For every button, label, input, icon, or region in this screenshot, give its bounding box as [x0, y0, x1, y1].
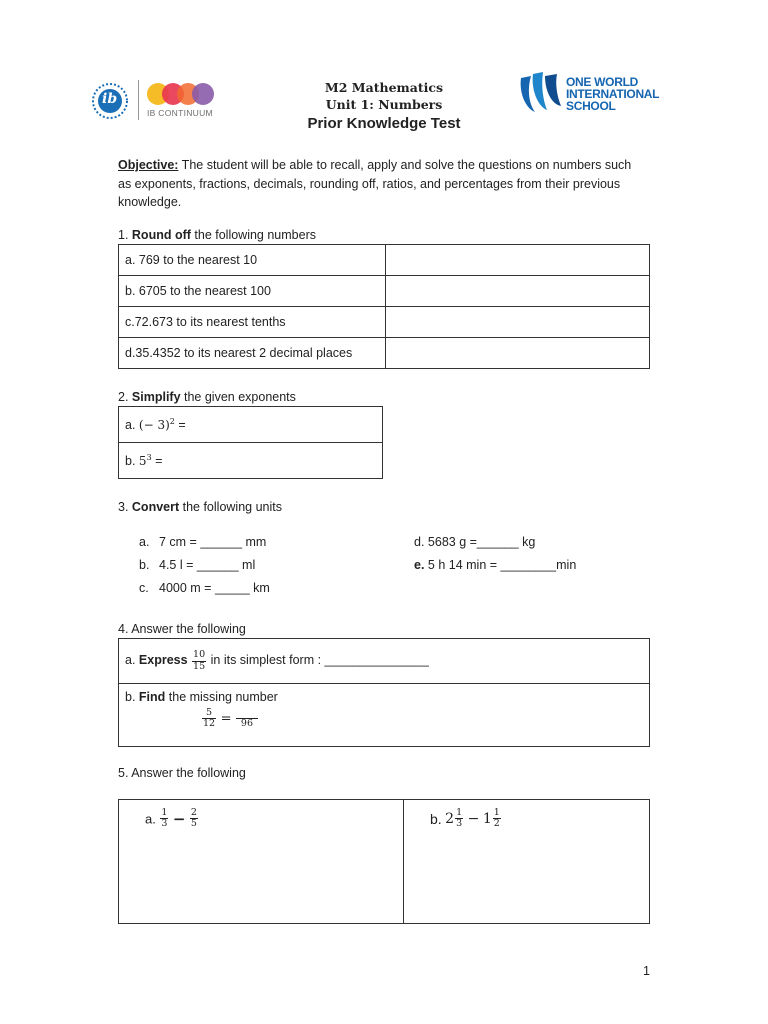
- ib-continuum-circles: [146, 80, 216, 108]
- q1-row-a: a. 769 to the nearest 10: [119, 245, 386, 276]
- q4-b-keyword: Find: [138, 690, 166, 704]
- q5-a-label: a.: [145, 811, 156, 827]
- q5-b-num-1: 1: [456, 807, 463, 818]
- q5-table: [118, 799, 650, 924]
- q5-a-den-1: 3: [161, 818, 168, 830]
- q2-b-exponent: 3: [146, 452, 152, 462]
- page-number: 1: [643, 964, 650, 978]
- q2-a-equals: =: [174, 418, 186, 433]
- q1-table: [118, 244, 650, 369]
- q2-row-b[interactable]: [119, 443, 383, 479]
- q1-row-b: b. 6705 to the nearest 100: [119, 276, 386, 307]
- ib-logo-letters: ib: [102, 91, 118, 107]
- q4-b-prefix: b.: [125, 690, 139, 704]
- q4-a-fraction: [192, 650, 206, 672]
- q4-a-keyword: Express: [138, 653, 188, 668]
- q2-a-exponent: 2: [169, 416, 175, 426]
- q5-cell-b[interactable]: [404, 800, 650, 924]
- q3-b-letter: b.: [139, 558, 150, 572]
- objective-paragraph: [118, 156, 638, 212]
- q3-item-d: [414, 535, 535, 549]
- q2-heading: [118, 390, 296, 404]
- q2-row-a[interactable]: [119, 407, 383, 443]
- q1-rest: the following numbers: [190, 228, 316, 242]
- q3-d-text: 5683 g =______ kg: [424, 535, 536, 549]
- q2-b-label: b.: [125, 454, 136, 469]
- q5-a-fraction-2: [190, 808, 198, 830]
- q4-b-equals: =: [220, 711, 232, 727]
- q2-number: 2.: [118, 390, 132, 404]
- q2-b-base: 5: [138, 454, 147, 469]
- q5-heading: 5. Answer the following: [118, 766, 246, 780]
- q2-a-label: a.: [125, 418, 136, 433]
- q1-number: 1.: [118, 228, 132, 242]
- q1-answer-b[interactable]: [386, 276, 650, 307]
- q4-table: [118, 638, 650, 747]
- q2-table: [118, 406, 383, 479]
- q5-a-num-1: 1: [161, 807, 168, 818]
- q5-b-fraction-2: [493, 808, 501, 830]
- q5-a-den-2: 5: [190, 818, 197, 830]
- q1-answer-c[interactable]: [386, 307, 650, 338]
- q4-b-fraction-right[interactable]: [236, 708, 258, 729]
- q2-a-base: (− 3): [138, 418, 170, 433]
- q5-b-den-1: 3: [456, 818, 463, 830]
- q1-row-c: c.72.673 to its nearest tenths: [119, 307, 386, 338]
- q5-b-fraction-1: [455, 808, 463, 830]
- q3-a-letter: a.: [139, 535, 150, 549]
- school-name-line-1: ONE WORLD: [566, 75, 638, 89]
- ib-logo: [92, 83, 128, 119]
- q3-item-b: [139, 558, 255, 572]
- q4-b-rest: the missing number: [165, 690, 278, 704]
- q1-answer-d[interactable]: [386, 338, 650, 369]
- q5-b-whole-2: 1: [482, 810, 492, 827]
- q1-keyword: Round off: [131, 228, 191, 242]
- q4-b-fraction-left: [202, 708, 216, 730]
- school-name-line-3: SCHOOL: [566, 99, 616, 113]
- q4-heading: 4. Answer the following: [118, 622, 246, 636]
- q5-b-whole-1: 2: [445, 810, 455, 827]
- q3-c-text: 4000 m = _____ km: [159, 581, 270, 595]
- q4-a-prefix: a.: [125, 653, 139, 668]
- q3-d-letter: d.: [414, 535, 425, 549]
- title-line-1: M2 Mathematics: [324, 80, 444, 95]
- q5-b-label: b.: [430, 810, 442, 827]
- q3-e-text: 5 h 14 min = ________min: [424, 558, 577, 572]
- q2-keyword: Simplify: [131, 390, 181, 404]
- q5-cell-a[interactable]: [119, 800, 404, 924]
- q4-row-a[interactable]: [119, 639, 650, 684]
- q2-rest: the given exponents: [180, 390, 296, 404]
- q4-b-denominator: 12: [203, 718, 216, 730]
- q5-b-den-2: 2: [493, 818, 500, 830]
- q4-b-denominator-right: 96: [240, 718, 254, 730]
- q3-item-a: [139, 535, 266, 549]
- q4-b-numerator: 5: [202, 708, 216, 719]
- q5-a-operator: −: [172, 809, 186, 828]
- q4-row-b[interactable]: [119, 684, 650, 747]
- q1-answer-a[interactable]: [386, 245, 650, 276]
- objective-label: Objective:: [118, 158, 179, 172]
- q3-item-c: [139, 581, 270, 595]
- q1-row-d: d.35.4352 to its nearest 2 decimal places: [119, 338, 386, 369]
- q5-b-operator: −: [467, 810, 480, 827]
- title-line-2: Unit 1: Numbers: [325, 97, 443, 112]
- q4-a-numerator: 10: [193, 649, 206, 661]
- ib-divider: [138, 80, 139, 120]
- q3-rest: the following units: [179, 500, 282, 514]
- q3-keyword: Convert: [131, 500, 180, 514]
- q1-heading: [118, 228, 316, 242]
- school-name-line-2: INTERNATIONAL: [566, 87, 660, 101]
- q3-item-e: [414, 558, 576, 572]
- objective-text: The student will be able to recall, apply and solve the questions on numbers such as exponents, fractions, decimals, rounding off, ratios, and percentages from their previous knowledge.: [118, 158, 632, 209]
- one-world-logo: [517, 70, 565, 116]
- q5-a-num-2: 2: [190, 807, 197, 818]
- q3-b-text: 4.5 l = ______ ml: [159, 558, 256, 572]
- page-title: Prior Knowledge Test: [307, 115, 461, 132]
- q4-a-rest: in its simplest form : _______________: [207, 653, 429, 668]
- q2-b-equals: =: [151, 454, 163, 469]
- q3-a-text: 7 cm = ______ mm: [159, 535, 267, 549]
- q5-a-fraction-1: [160, 808, 168, 830]
- ib-continuum-label: IB CONTINUUM: [147, 108, 213, 118]
- q4-a-denominator: 15: [193, 660, 206, 672]
- q5-b-num-2: 1: [493, 807, 500, 818]
- q3-c-letter: c.: [139, 581, 149, 595]
- q3-e-letter: e.: [414, 558, 425, 572]
- q3-heading: [118, 500, 282, 514]
- q3-number: 3.: [118, 500, 132, 514]
